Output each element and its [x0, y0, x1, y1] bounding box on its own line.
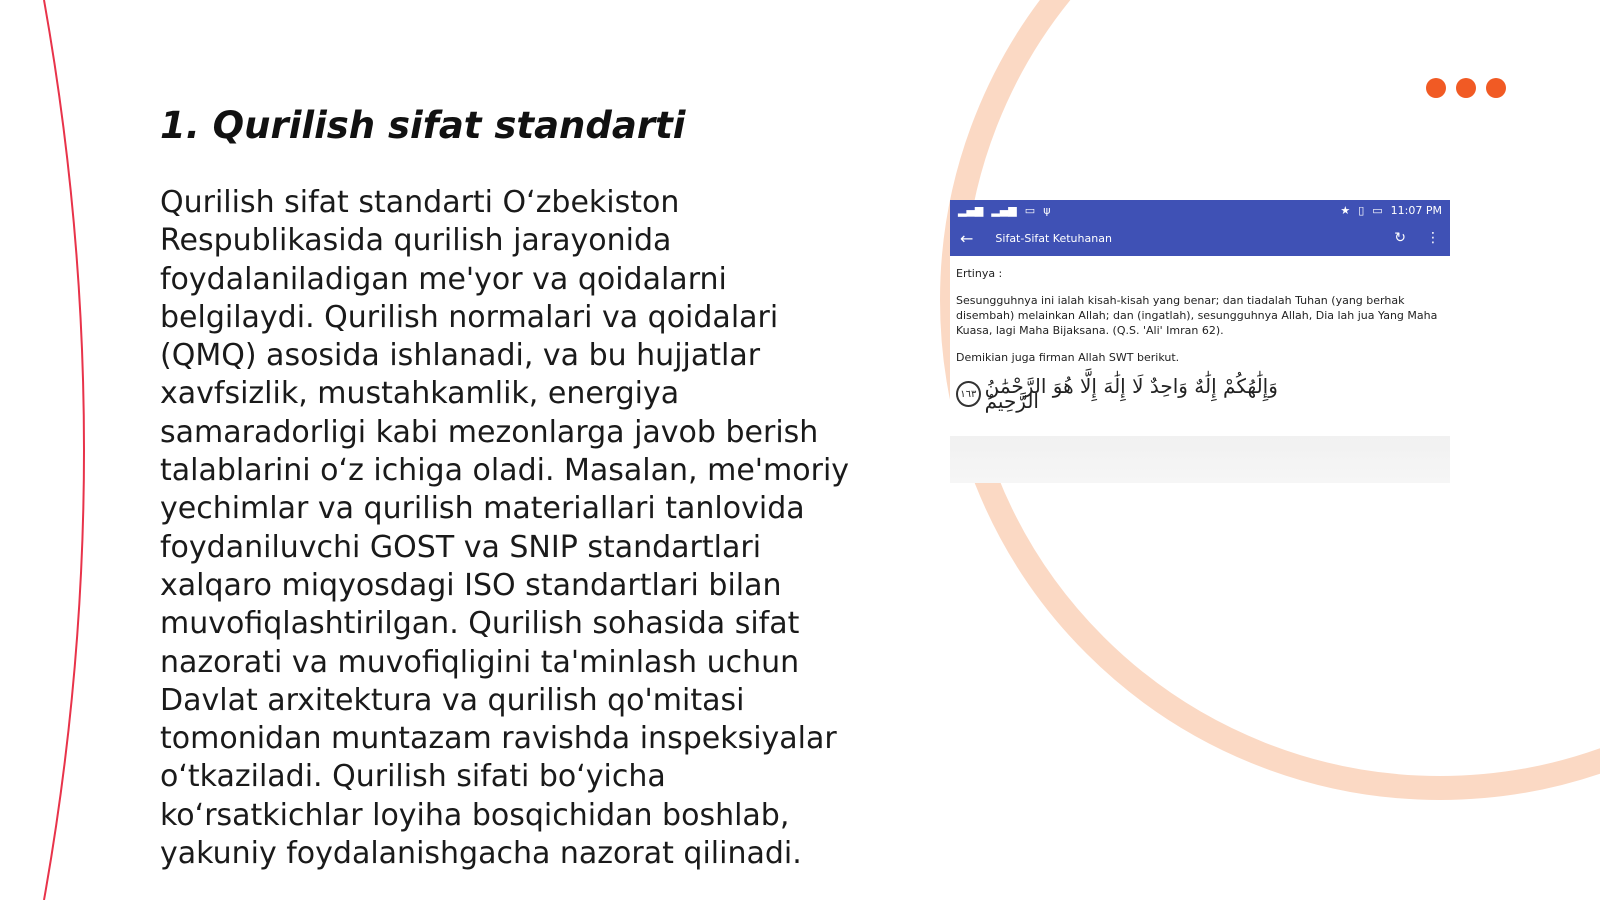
refresh-icon[interactable]: ↻ — [1394, 230, 1406, 246]
orange-dot — [1456, 78, 1476, 98]
back-arrow-icon[interactable]: ← — [960, 228, 974, 248]
phone-content — [950, 256, 1450, 411]
status-time: 11:07 PM — [1390, 203, 1442, 217]
intro-line: Demikian juga firman Allah SWT berikut. — [956, 351, 1180, 364]
verse-number-mark: ١٦٣ — [956, 381, 981, 407]
slide-title: 1. Qurilish sifat standarti — [160, 104, 686, 147]
phone-screenshot — [950, 200, 1450, 483]
app-title: Sifat-Sifat Ketuhanan — [995, 231, 1112, 245]
label-artinya: Ertinya : — [956, 267, 1003, 280]
more-vert-icon[interactable]: ⋮ — [1426, 230, 1440, 246]
left-red-arc — [44, 0, 84, 900]
vibrate-icon: ▯ — [1358, 203, 1365, 217]
usb-icon: ψ — [1043, 203, 1051, 217]
faded-overlay — [950, 436, 1450, 483]
star-icon: ★ — [1340, 203, 1351, 217]
signal-icon: ▂▄▆ — [991, 203, 1017, 217]
slide-body-text: Qurilish sifat standarti O‘zbekiston Respublikasida qurilish jarayonida foydalaniladigan me'yor va qoidalarni belgilaydi. Qurilish normalari va qoidalari (QMQ) asosida ishlanadi, va bu hujjatlar xavfsizlik, mustahkamlik, energiya samaradorligi kabi mezonlarga javob berish talablarini o‘z ichiga oladi. Masalan, me'moriy yechimlar va qurilish materiallari tanlovida foydaniluvchi GOST va SNIP standartlari xalqaro miqyosdagi ISO standartlari bilan muvofiqlashtirilgan. Qurilish sohasida sifat nazorati va muvofiqligini ta'minlash uchun Davlat arxitektura va qurilish qo'mitasi tomonidan muntazam ravishda inspeksiyalar o‘tkaziladi. Qurilish sifati bo‘yicha ko‘rsatkichlar loyiha bosqichidan boshlab, yakuniy foydalanishgacha nazorat qilinadi. — [160, 185, 850, 872]
orange-dot — [1426, 78, 1446, 98]
image-icon: ▭ — [1024, 203, 1036, 217]
orange-dot — [1486, 78, 1506, 98]
phone-app-bar — [950, 220, 1450, 256]
verse-text: وَإِلَٰهُكُمْ إِلَٰهٌ وَاحِدٌ لَا إِلَٰهَ إِلَّا هُوَ الرَّحْمَٰنُ الرَّحِيمُ — [984, 374, 1278, 413]
dots-menu — [1426, 78, 1506, 98]
translation-paragraph: Sesungguhnya ini ialah kisah-kisah yang benar; dan tiadalah Tuhan (yang berhak disembah) melainkan Allah; dan (ingatlah), sesungguhnya Allah, Dia lah jua Yang Maha Kuasa, lagi Maha Bijaksana. (Q.S. 'Ali' Imran 62). — [956, 294, 1438, 337]
phone-status-bar — [950, 200, 1450, 220]
arabic-verse — [956, 374, 1316, 413]
battery-icon: ▭ — [1372, 203, 1383, 217]
signal-icon: ▂▄▆ — [958, 203, 984, 217]
